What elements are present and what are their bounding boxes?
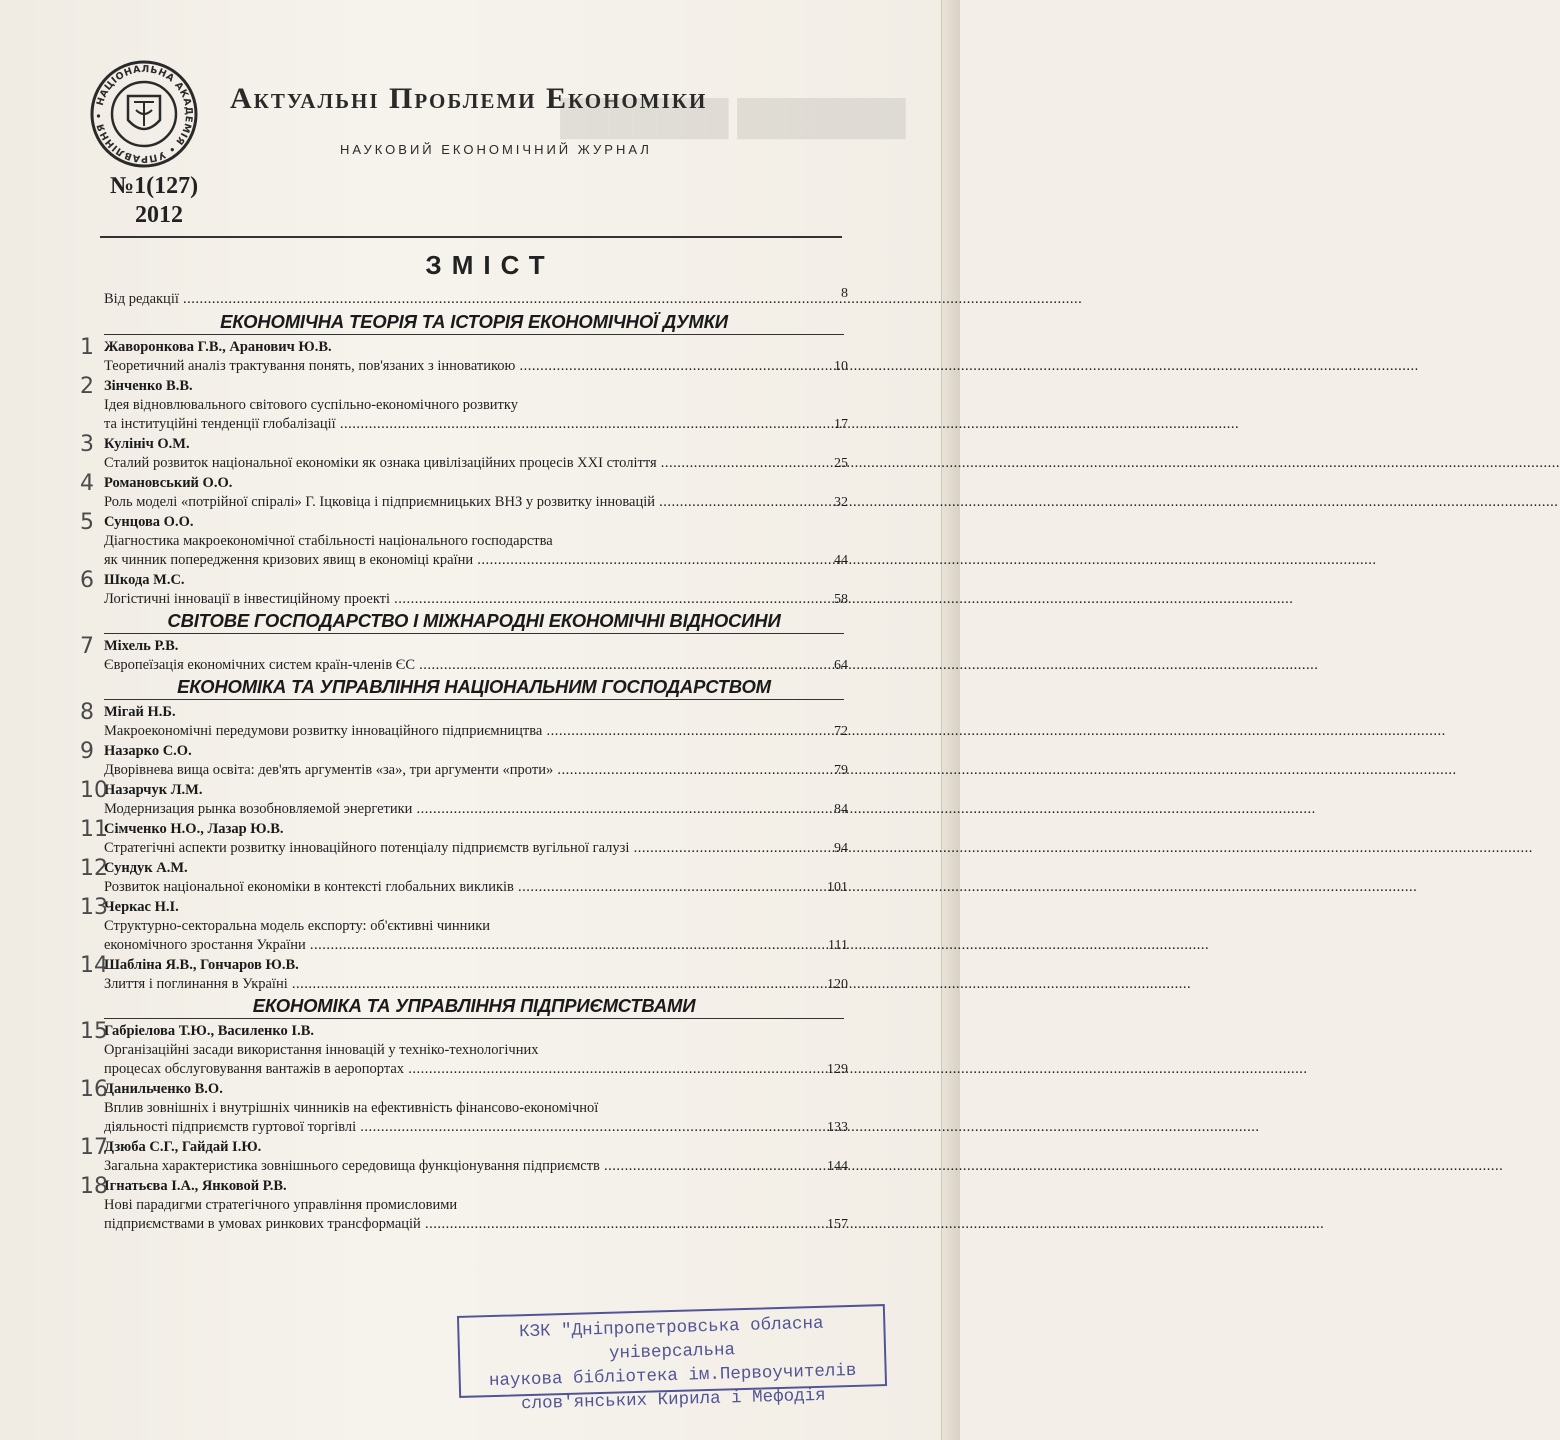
toc-page-number: 84 <box>834 802 848 817</box>
toc-page-number: 8 <box>841 286 848 301</box>
handwritten-number: 5 <box>80 510 94 535</box>
toc-entry[interactable] <box>80 895 848 955</box>
toc-entry[interactable] <box>80 700 848 741</box>
toc-page-number: 133 <box>827 1120 848 1135</box>
toc-page-number: 144 <box>827 1159 848 1174</box>
stamp-line: наукова бібліотека ім.Первоучителів <box>488 1360 857 1392</box>
toc-entry[interactable] <box>80 1174 848 1234</box>
toc-author: Мігай Н.Б. <box>104 704 176 720</box>
toc-entry-title: Модернизация рынка возобновляемой энергетики <box>104 801 413 817</box>
toc-author: Кулініч О.М. <box>104 436 190 452</box>
toc-entry[interactable] <box>80 374 848 434</box>
stamp-line: слов'янських Кирила і Мефодія <box>520 1385 826 1415</box>
handwritten-number: 7 <box>80 634 94 659</box>
toc-entry[interactable] <box>80 778 848 819</box>
toc-page-number: 94 <box>834 841 848 856</box>
handwritten-number: 2 <box>80 374 94 399</box>
toc-page-number: 111 <box>828 938 848 953</box>
toc-author: Шабліна Я.В., Гончаров Ю.В. <box>104 957 299 973</box>
toc-entry[interactable] <box>80 817 848 858</box>
handwritten-number: 13 <box>80 895 108 920</box>
handwritten-number: 18 <box>80 1174 108 1199</box>
toc-entry[interactable] <box>80 568 848 609</box>
toc-author: Сундук А.М. <box>104 860 188 876</box>
toc-page-number: 79 <box>834 763 848 778</box>
toc-author: Габріелова Т.Ю., Василенко І.В. <box>104 1023 314 1039</box>
toc-entry-title: Злиття і поглинання в Україні <box>104 976 288 992</box>
toc-entry-title: Стратегічні аспекти розвитку інноваційного потенціалу підприємств вугільної галузі <box>104 840 630 856</box>
toc-entry[interactable] <box>80 856 848 897</box>
toc-entry-editorial[interactable] <box>104 286 848 309</box>
toc-author: Шкода М.С. <box>104 572 185 588</box>
library-stamp <box>457 1304 887 1415</box>
toc-page-number: 58 <box>834 592 848 607</box>
toc-entry-title: Розвиток національної економіки в контексті глобальних викликів <box>104 879 514 895</box>
toc-page-number: 32 <box>834 495 848 510</box>
toc-author: Ігнатьєва І.А., Янковой Р.В. <box>104 1178 287 1194</box>
toc-entry-title: Структурно-секторальна модель експорту: об'єктивні чинники <box>104 918 491 934</box>
contents-heading: ЗМІСТ <box>425 250 555 280</box>
toc-entry-title: діяльності підприємств гуртової торгівлі <box>104 1119 357 1135</box>
toc-author: Назарко С.О. <box>104 743 192 759</box>
handwritten-number: 8 <box>80 700 94 725</box>
toc-author: Сімченко Н.О., Лазар Ю.В. <box>104 821 284 837</box>
toc-entry[interactable] <box>80 510 848 570</box>
toc-entry-title: та інституційні тенденції глобалізації <box>104 416 336 432</box>
toc-page-number: 120 <box>827 977 848 992</box>
section-title: СВІТОВЕ ГОСПОДАРСТВО І МІЖНАРОДНІ ЕКОНОМІЧНІ ВІДНОСИНИ <box>104 610 844 634</box>
toc-author: Сунцова О.О. <box>104 514 194 530</box>
toc-entry[interactable] <box>80 1135 848 1176</box>
toc-entry[interactable] <box>80 335 848 376</box>
toc-entry-title: Ідея відновлювального світового суспільно-економічного розвитку <box>104 397 518 413</box>
toc-entry-title: процесах обслуговування вантажів в аеропортах <box>104 1061 405 1077</box>
handwritten-number: 12 <box>80 856 108 881</box>
toc-entry-title: Загальна характеристика зовнішнього середовища функціонування підприємств <box>104 1158 600 1174</box>
toc-entry-title: економічного зростання України <box>104 937 306 953</box>
toc-page-number: 72 <box>834 724 848 739</box>
toc-entry[interactable] <box>80 1077 848 1137</box>
section-title: ЕКОНОМІКА ТА УПРАВЛІННЯ НАЦІОНАЛЬНИМ ГОСПОДАРСТВОМ <box>104 676 844 700</box>
toc-page-number: 129 <box>827 1062 848 1077</box>
handwritten-number: 11 <box>80 817 108 842</box>
academy-seal-logo <box>88 58 200 170</box>
handwritten-number: 17 <box>80 1135 108 1160</box>
toc-entry-title: Діагностика макроекономічної стабільності національного господарства <box>104 533 553 549</box>
header-divider <box>100 236 842 238</box>
toc-page-number: 157 <box>827 1217 848 1232</box>
handwritten-number: 6 <box>80 568 94 593</box>
toc-page-number: 44 <box>834 553 848 568</box>
toc-page-number: 17 <box>834 417 848 432</box>
toc-entry[interactable] <box>80 1019 848 1079</box>
toc-page-number: 25 <box>834 456 848 471</box>
handwritten-number: 1 <box>80 335 94 360</box>
toc-author: Зінченко В.В. <box>104 378 193 394</box>
toc-author: Міхель Р.В. <box>104 638 179 654</box>
handwritten-number: 4 <box>80 471 94 496</box>
toc-page-number: 64 <box>834 658 848 673</box>
handwritten-number: 3 <box>80 432 94 457</box>
toc-entry[interactable] <box>80 634 848 675</box>
toc-page-number: 10 <box>834 359 848 374</box>
toc-entry-title: Сталий розвиток національної економіки як ознака цивілізаційних процесів XXI століття <box>104 455 657 471</box>
toc-author: Дзюба С.Г., Гайдай І.Ю. <box>104 1139 262 1155</box>
issue-number: №1(127) <box>110 173 199 199</box>
toc-entry-title: Дворівнева вища освіта: дев'ять аргументів «за», три аргументи «проти» <box>104 762 554 778</box>
toc-entry[interactable] <box>80 953 848 994</box>
toc-author: Данильченко В.О. <box>104 1081 223 1097</box>
issue-year: 2012 <box>135 202 183 228</box>
section-title: ЕКОНОМІКА ТА УПРАВЛІННЯ ПІДПРИЄМСТВАМИ <box>104 995 844 1019</box>
toc-entry-title: Європеїзація економічних систем країн-членів ЄС <box>104 657 416 673</box>
section-title: ЕКОНОМІЧНА ТЕОРІЯ ТА ІСТОРІЯ ЕКОНОМІЧНОЇ ДУМКИ <box>104 311 844 335</box>
table-of-contents <box>80 286 848 1235</box>
toc-author: Жаворонкова Г.В., Аранович Ю.В. <box>104 339 332 355</box>
toc-page-number: 101 <box>827 880 848 895</box>
toc-author: Романовський О.О. <box>104 475 233 491</box>
toc-entry[interactable] <box>80 739 848 780</box>
toc-entry-title: як чинник попередження кризових явищ в економіці країни <box>104 552 474 568</box>
toc-entry[interactable] <box>80 471 848 512</box>
journal-title: Актуальні Проблеми Економіки <box>230 82 708 115</box>
journal-subtitle: НАУКОВИЙ ЕКОНОМІЧНИЙ ЖУРНАЛ <box>340 142 652 157</box>
toc-entry-title: Макроекономічні передумови розвитку інноваційного підприємництва <box>104 723 543 739</box>
toc-entry-title: Роль моделі «потрійної спіралі» Г. Іцковіца і підприємницьких ВНЗ у розвитку інновацій <box>104 494 656 510</box>
toc-entry-title: Від редакції ..... <box>104 290 798 309</box>
handwritten-number: 9 <box>80 739 94 764</box>
toc-entry-title: Теоретичний аналіз трактування понять, пов'язаних з інноватикою <box>104 358 516 374</box>
handwritten-number: 15 <box>80 1019 108 1044</box>
handwritten-number: 16 <box>80 1077 108 1102</box>
show-through-text: ███████ ███████ <box>560 100 906 137</box>
handwritten-number: 14 <box>80 953 108 978</box>
toc-entry[interactable] <box>80 432 848 473</box>
stamp-line: КЗК "Дніпропетровська обласна універсальна <box>518 1313 824 1364</box>
toc-entry-title: Нові парадигми стратегічного управління промисловими <box>104 1197 458 1213</box>
toc-entry-title: підприємствами в умовах ринкових трансформацій <box>104 1216 421 1232</box>
toc-author: Назарчук Л.М. <box>104 782 203 798</box>
handwritten-number: 10 <box>80 778 108 803</box>
toc-entry-title: Вплив зовнішніх і внутрішніх чинників на ефективність фінансово-економічної <box>104 1100 599 1116</box>
toc-entry-title: Логістичні інновації в інвестиційному проекті <box>104 591 391 607</box>
toc-author: Черкас Н.І. <box>104 899 179 915</box>
toc-entry-title: Організаційні засади використання інновацій у техніко-технологічних <box>104 1042 539 1058</box>
svg-text:НАЦІОНАЛЬНА АКАДЕМІЯ • УПРАВЛІ: НАЦІОНАЛЬНА АКАДЕМІЯ • УПРАВЛІННЯ • <box>93 63 195 165</box>
